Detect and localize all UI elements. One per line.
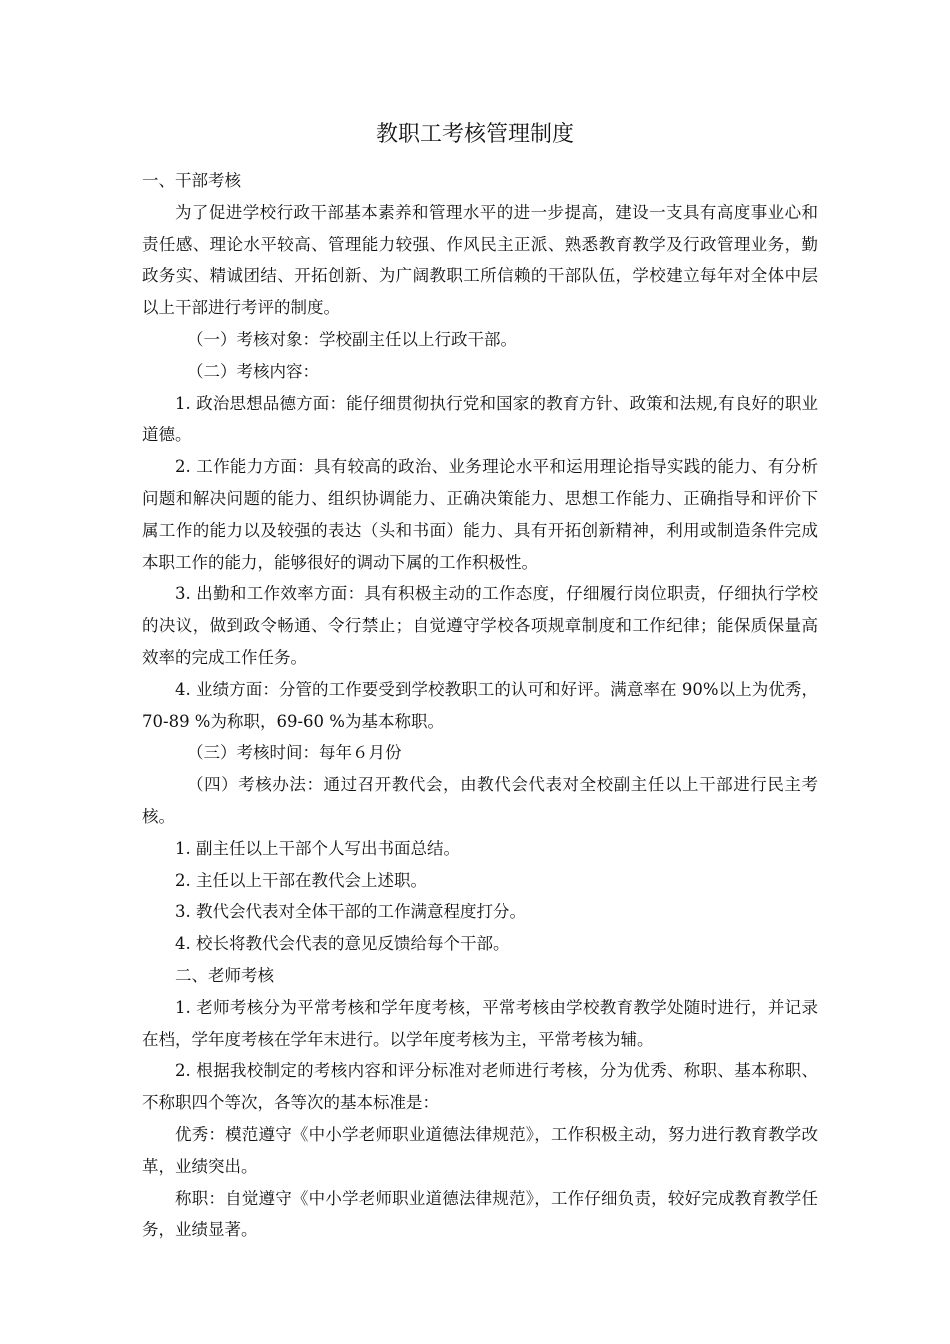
paragraph-grade-excellent: 优秀：模范遵守《中小学老师职业道德法律规范》，工作积极主动，努力进行教育教学改革，业绩突出。 (142, 1124, 818, 1176)
paragraph-method-step-3: 3. 教代会代表对全体干部的工作满意程度打分。 (175, 902, 526, 922)
paragraph-item-political: 1. 政治思想品德方面：能仔细贯彻执行党和国家的教育方针、政策和法规,有良好的职业道德。 (142, 393, 818, 445)
paragraph-teacher-1: 1. 老师考核分为平常考核和学年度考核，平常考核由学校教育教学处随时进行，并记录在档，学年度考核在学年末进行。以学年度考核为主，平常考核为辅。 (142, 997, 818, 1049)
document-title: 教职工考核管理制度 (375, 122, 574, 147)
paragraph-intro: 为了促进学校行政干部基本素养和管理水平的进一步提高，建设一支具有高度事业心和责任感、理论水平较高、管理能力较强、作风民主正派、熟悉教育教学及行政管理业务，勤政务实、精诚团结、开拓创新、为广阔教职工所信赖的干部队伍，学校建立每年对全体中层以上干部进行考评的制度。 (142, 202, 818, 318)
document-body (142, 165, 818, 1246)
paragraph-content-heading: （二）考核内容： (187, 361, 319, 381)
paragraph-method-step-1: 1. 副主任以上干部个人写出书面总结。 (175, 838, 460, 858)
paragraph-method-step-4: 4. 校长将教代会代表的意见反馈给每个干部。 (175, 934, 510, 954)
section-heading-teacher: 二、老师考核 (175, 965, 274, 985)
paragraph-item-ability: 2. 工作能力方面：具有较高的政治、业务理论水平和运用理论指导实践的能力、有分析问题和解决问题的能力、组织协调能力、正确决策能力、思想工作能力、正确指导和评价下属工作的能力以及较强的表达（头和书面）能力、具有开拓创新精神，利用或制造条件完成本职工作的能力，能够很好的调动下属的工作积极性。 (142, 457, 818, 572)
paragraph-time: （三）考核时间：每年６月份 (187, 743, 402, 763)
paragraph-teacher-2: 2. 根据我校制定的考核内容和评分标准对老师进行考核，分为优秀、称职、基本称职、不称职四个等次，各等次的基本标准是： (142, 1061, 818, 1113)
paragraph-method: （四）考核办法：通过召开教代会，由教代会代表对全校副主任以上干部进行民主考核。 (142, 775, 818, 826)
paragraph-item-attendance: 3. 出勤和工作效率方面：具有积极主动的工作态度，仔细履行岗位职责，仔细执行学校的决议，做到政令畅通、令行禁止；自觉遵守学校各项规章制度和工作纪律；能保质保量高效率的完成工作任务。 (142, 584, 818, 667)
paragraph-item-performance: 4. 业绩方面：分管的工作要受到学校教职工的认可和好评。满意率在 90%以上为优秀，70-89 %为称职，69-60 %为基本称职。 (142, 679, 818, 731)
paragraph-target: （一）考核对象：学校副主任以上行政干部。 (187, 329, 517, 349)
paragraph-method-step-2: 2. 主任以上干部在教代会上述职。 (175, 870, 427, 890)
paragraph-grade-competent: 称职：自觉遵守《中小学老师职业道德法律规范》，工作仔细负责，较好完成教育教学任务，业绩显著。 (142, 1188, 818, 1240)
section-heading-cadre: 一、干部考核 (142, 171, 241, 190)
